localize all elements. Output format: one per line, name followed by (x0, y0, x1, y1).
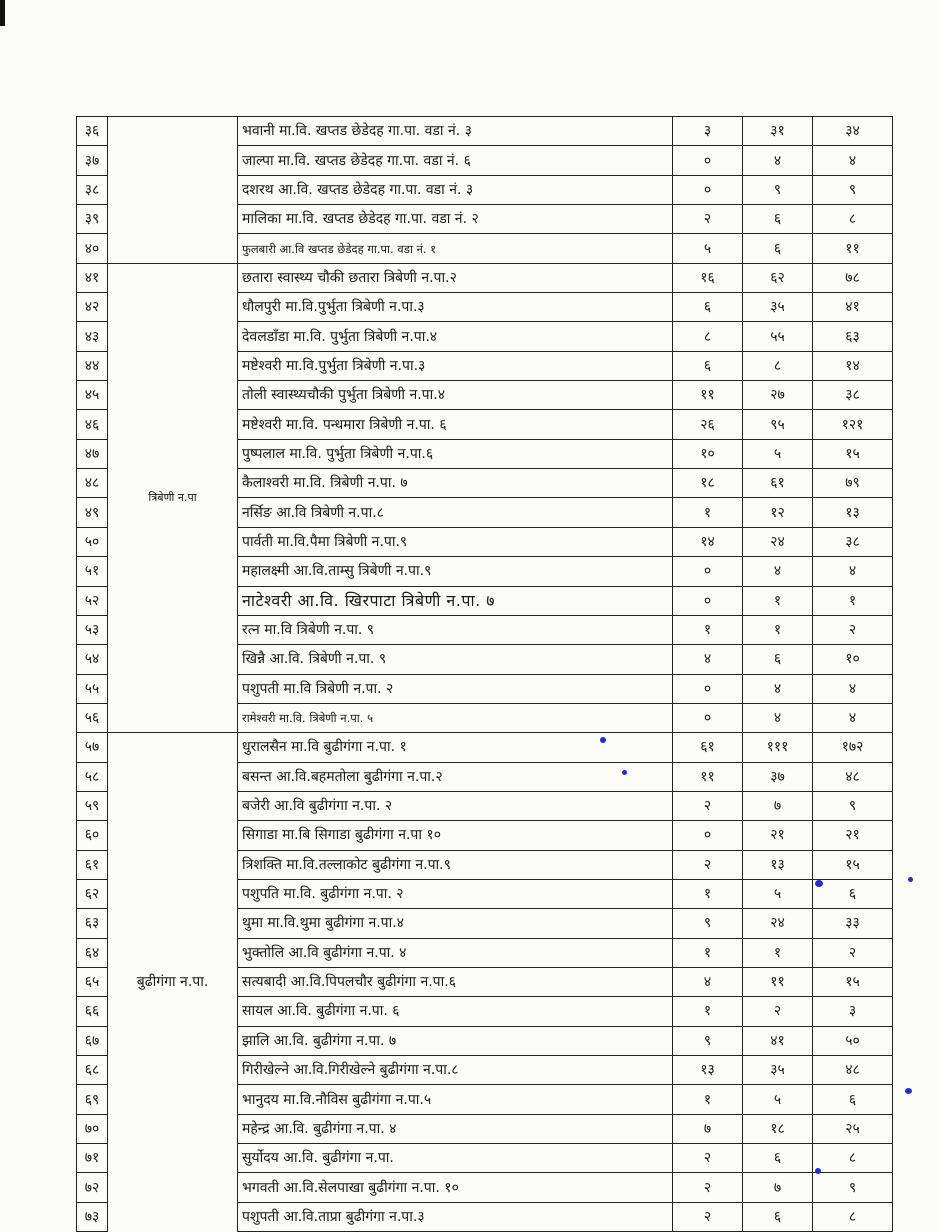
serial-number-cell: ५१ (77, 557, 108, 586)
count-cell: ० (673, 146, 743, 175)
count-cell: ८ (673, 322, 743, 351)
school-name-cell: पुष्पलाल मा.वि. पुर्भुता त्रिबेणी न.पा.६ (238, 439, 673, 468)
serial-number-cell: ६४ (77, 938, 108, 967)
school-name-cell: महालक्ष्मी आ.वि.ताम्सु त्रिबेणी न.पा.९ (238, 557, 673, 586)
serial-number-cell: ४६ (77, 410, 108, 439)
total-cell: ४१ (813, 293, 893, 322)
count-cell: १ (673, 1085, 743, 1114)
total-cell: ४ (813, 674, 893, 703)
total-cell: ५० (813, 1026, 893, 1055)
serial-number-cell: ४८ (77, 469, 108, 498)
serial-number-cell: ६९ (77, 1085, 108, 1114)
total-cell: १२१ (813, 410, 893, 439)
school-name-cell: गिरीखेल्ने आ.वि.गिरीखेल्ने बुढीगंगा न.पा.८ (238, 1056, 673, 1085)
serial-number-cell: ५४ (77, 645, 108, 674)
total-cell: ६३ (813, 322, 893, 351)
table-row (77, 234, 893, 263)
count-cell: ० (673, 557, 743, 586)
serial-number-cell: ५२ (77, 586, 108, 615)
count-cell: ४१ (743, 1026, 813, 1055)
count-cell: ६ (743, 1144, 813, 1173)
school-name-cell: खिन्नै आ.वि. त्रिबेणी न.पा. ९ (238, 645, 673, 674)
count-cell: २६ (673, 410, 743, 439)
total-cell: ३८ (813, 381, 893, 410)
count-cell: ४ (673, 967, 743, 996)
total-cell: ६ (813, 1085, 893, 1114)
school-name-cell: दशरथ आ.वि. खप्तड छेडेदह गा.पा. वडा नं. ३ (238, 175, 673, 204)
ink-mark (600, 737, 606, 743)
serial-number-cell: ४२ (77, 293, 108, 322)
count-cell: ३५ (743, 1056, 813, 1085)
count-cell: १० (673, 439, 743, 468)
count-cell: ६२ (743, 263, 813, 292)
serial-number-cell: ५८ (77, 762, 108, 791)
school-name-cell: सायल आ.वि. बुढीगंगा न.पा. ६ (238, 997, 673, 1026)
count-cell: ५ (743, 439, 813, 468)
school-name-cell: रत्न मा.वि त्रिबेणी न.पा. ९ (238, 615, 673, 644)
school-name-cell: पशुपती आ.वि.ताप्रा बुढीगंगा न.पा.३ (238, 1202, 673, 1231)
serial-number-cell: ६७ (77, 1026, 108, 1055)
table-row (77, 175, 893, 204)
serial-number-cell: ४७ (77, 439, 108, 468)
count-cell: ११ (743, 967, 813, 996)
total-cell: १७२ (813, 733, 893, 762)
count-cell: २१ (743, 821, 813, 850)
count-cell: ३७ (743, 762, 813, 791)
school-name-cell: सिगाडा मा.बि सिगाडा बुढीगंगा न.पा १० (238, 821, 673, 850)
school-name-cell: भुक्तोलि आ.वि बुढीगंगा न.पा. ४ (238, 938, 673, 967)
total-cell: ९ (813, 791, 893, 820)
count-cell: ७ (743, 791, 813, 820)
total-cell: ३८ (813, 527, 893, 556)
serial-number-cell: ६६ (77, 997, 108, 1026)
count-cell: ११ (673, 762, 743, 791)
count-cell: ६ (743, 234, 813, 263)
count-cell: ५ (673, 234, 743, 263)
data-table (76, 116, 893, 1232)
count-cell: १ (673, 498, 743, 527)
count-cell: २ (673, 1202, 743, 1231)
count-cell: ५ (743, 1085, 813, 1114)
school-name-cell: महेन्द्र आ.वि. बुढीगंगा न.पा. ४ (238, 1114, 673, 1143)
total-cell: १३ (813, 498, 893, 527)
serial-number-cell: ३९ (77, 205, 108, 234)
ink-mark (622, 770, 627, 775)
count-cell: १ (673, 938, 743, 967)
serial-number-cell: ६५ (77, 967, 108, 996)
count-cell: २ (673, 1173, 743, 1202)
table-row (77, 263, 893, 292)
school-name-cell: देवलडाँडा मा.वि. पुर्भुता त्रिबेणी न.पा.४ (238, 322, 673, 351)
serial-number-cell: ३७ (77, 146, 108, 175)
total-cell: १४ (813, 351, 893, 380)
count-cell: ३ (673, 117, 743, 146)
municipality-cell (108, 234, 238, 263)
school-name-cell: थुमा मा.वि.थुमा बुढीगंगा न.पा.४ (238, 909, 673, 938)
serial-number-cell: ७१ (77, 1144, 108, 1173)
count-cell: १४ (673, 527, 743, 556)
school-name-cell: जाल्पा मा.वि. खप्तड छेडेदह गा.पा. वडा नं. ६ (238, 146, 673, 175)
count-cell: ७ (743, 1173, 813, 1202)
count-cell: ४ (743, 703, 813, 732)
count-cell: ४ (743, 674, 813, 703)
school-name-cell: मष्टेश्वरी मा.वि. पन्धमारा त्रिबेणी न.पा. ६ (238, 410, 673, 439)
total-cell: ४८ (813, 762, 893, 791)
count-cell: ० (673, 586, 743, 615)
count-cell: ६ (673, 293, 743, 322)
count-cell: २ (743, 997, 813, 1026)
serial-number-cell: ४३ (77, 322, 108, 351)
municipality-cell (108, 117, 238, 146)
school-name-cell: पशुपति मा.वि. बुढीगंगा न.पा. २ (238, 879, 673, 908)
total-cell: १० (813, 645, 893, 674)
school-name-cell: झालि आ.वि. बुढीगंगा न.पा. ७ (238, 1026, 673, 1055)
total-cell: १ (813, 586, 893, 615)
count-cell: १ (743, 615, 813, 644)
ink-mark (905, 1088, 912, 1094)
count-cell: ४ (673, 645, 743, 674)
serial-number-cell: ७० (77, 1114, 108, 1143)
count-cell: ६ (673, 351, 743, 380)
serial-number-cell: ४१ (77, 263, 108, 292)
total-cell: ४८ (813, 1056, 893, 1085)
school-name-cell: नर्सिङ आ.वि त्रिबेणी न.पा.८ (238, 498, 673, 527)
total-cell: ३३ (813, 909, 893, 938)
total-cell: ४ (813, 703, 893, 732)
count-cell: ८ (743, 351, 813, 380)
school-name-cell: भगवती आ.वि.सेलपाखा बुढीगंगा न.पा. १० (238, 1173, 673, 1202)
total-cell: ९ (813, 175, 893, 204)
serial-number-cell: ६२ (77, 879, 108, 908)
count-cell: ३१ (743, 117, 813, 146)
school-name-cell: बसन्त आ.वि.बहमतोला बुढीगंगा न.पा.२ (238, 762, 673, 791)
total-cell: ३ (813, 997, 893, 1026)
count-cell: १८ (743, 1114, 813, 1143)
ink-mark (815, 1168, 821, 1174)
count-cell: १११ (743, 733, 813, 762)
total-cell: १५ (813, 850, 893, 879)
ink-mark (908, 877, 913, 882)
count-cell: २४ (743, 909, 813, 938)
school-name-cell: सत्यबादी आ.वि.पिपलचौर बुढीगंगा न.पा.६ (238, 967, 673, 996)
table-row (77, 733, 893, 762)
count-cell: १३ (743, 850, 813, 879)
count-cell: ० (673, 821, 743, 850)
count-cell: १२ (743, 498, 813, 527)
school-name-cell: सुर्योदय आ.वि. बुढीगंगा न.पा. (238, 1144, 673, 1173)
municipality-cell (108, 205, 238, 234)
count-cell: १८ (673, 469, 743, 498)
count-cell: १ (743, 586, 813, 615)
count-cell: ० (673, 674, 743, 703)
count-cell: ७ (673, 1114, 743, 1143)
count-cell: १३ (673, 1056, 743, 1085)
serial-number-cell: ५६ (77, 703, 108, 732)
school-name-cell: फुलबारी आ.वि खप्तड छेडेदह गा.पा. वडा नं. १ (238, 234, 673, 263)
serial-number-cell: ४४ (77, 351, 108, 380)
school-name-cell: त्रिशक्ति मा.वि.तल्लाकोट बुढीगंगा न.पा.९ (238, 850, 673, 879)
table-row (77, 205, 893, 234)
scan-corner-mark (0, 0, 5, 26)
serial-number-cell: ५७ (77, 733, 108, 762)
serial-number-cell: ३६ (77, 117, 108, 146)
total-cell: ४ (813, 146, 893, 175)
school-name-cell: छतारा स्वास्थ्य चौकी छतारा त्रिबेणी न.पा.२ (238, 263, 673, 292)
municipality-cell: बुढीगंगा न.पा. (108, 733, 238, 1232)
count-cell: ५५ (743, 322, 813, 351)
count-cell: २४ (743, 527, 813, 556)
total-cell: ८ (813, 1144, 893, 1173)
school-name-cell: तोली स्वास्थ्यचौकी पुर्भुता त्रिबेणी न.पा.४ (238, 381, 673, 410)
total-cell: २ (813, 615, 893, 644)
school-name-cell: भानुदय मा.वि.नौविस बुढीगंगा न.पा.५ (238, 1085, 673, 1114)
count-cell: २७ (743, 381, 813, 410)
count-cell: १ (743, 938, 813, 967)
total-cell: ८ (813, 1202, 893, 1231)
total-cell: ९ (813, 1173, 893, 1202)
count-cell: १ (673, 879, 743, 908)
school-name-cell: धुरालसैन मा.वि बुढीगंगा न.पा. १ (238, 733, 673, 762)
count-cell: ६ (743, 205, 813, 234)
serial-number-cell: ४५ (77, 381, 108, 410)
serial-number-cell: ६३ (77, 909, 108, 938)
total-cell: ६ (813, 879, 893, 908)
serial-number-cell: ४९ (77, 498, 108, 527)
total-cell: १५ (813, 439, 893, 468)
count-cell: ३५ (743, 293, 813, 322)
count-cell: ५ (743, 879, 813, 908)
serial-number-cell: ४० (77, 234, 108, 263)
serial-number-cell: ५५ (77, 674, 108, 703)
serial-number-cell: ३८ (77, 175, 108, 204)
school-name-cell: धौलपुरी मा.वि.पुर्भुता त्रिबेणी न.पा.३ (238, 293, 673, 322)
table-row (77, 117, 893, 146)
count-cell: ० (673, 175, 743, 204)
school-name-cell: पार्वती मा.वि.पैमा त्रिबेणी न.पा.९ (238, 527, 673, 556)
count-cell: ६१ (743, 469, 813, 498)
total-cell: ११ (813, 234, 893, 263)
school-name-cell: नाटेश्वरी आ.वि. खिरपाटा त्रिबेणी न.पा. ७ (238, 586, 673, 615)
total-cell: २५ (813, 1114, 893, 1143)
school-name-cell: पशुपती मा.वि त्रिबेणी न.पा. २ (238, 674, 673, 703)
count-cell: १६ (673, 263, 743, 292)
count-cell: ९ (673, 1026, 743, 1055)
school-name-cell: कैलाश्वरी मा.वि. त्रिबेणी न.पा. ७ (238, 469, 673, 498)
serial-number-cell: ७२ (77, 1173, 108, 1202)
serial-number-cell: ५० (77, 527, 108, 556)
count-cell: ० (673, 703, 743, 732)
count-cell: ४ (743, 146, 813, 175)
count-cell: २ (673, 791, 743, 820)
count-cell: ६१ (673, 733, 743, 762)
serial-number-cell: ७३ (77, 1202, 108, 1231)
table-body (77, 117, 893, 1232)
total-cell: ७९ (813, 469, 893, 498)
school-name-cell: भवानी मा.वि. खप्तड छेडेदह गा.पा. वडा नं. ३ (238, 117, 673, 146)
count-cell: ६ (743, 1202, 813, 1231)
total-cell: १५ (813, 967, 893, 996)
school-name-cell: रामेश्वरी मा.वि. त्रिबेणी न.पा. ५ (238, 703, 673, 732)
count-cell: १ (673, 997, 743, 1026)
total-cell: २१ (813, 821, 893, 850)
count-cell: २ (673, 1144, 743, 1173)
total-cell: २ (813, 938, 893, 967)
total-cell: ३४ (813, 117, 893, 146)
school-name-cell: मालिका मा.वि. खप्तड छेडेदह गा.पा. वडा नं. २ (238, 205, 673, 234)
count-cell: ९ (743, 175, 813, 204)
count-cell: ९५ (743, 410, 813, 439)
municipality-cell: त्रिबेणी न.पा (108, 263, 238, 733)
municipality-cell (108, 175, 238, 204)
serial-number-cell: ६८ (77, 1056, 108, 1085)
count-cell: ११ (673, 381, 743, 410)
count-cell: २ (673, 850, 743, 879)
count-cell: २ (673, 205, 743, 234)
serial-number-cell: ६१ (77, 850, 108, 879)
school-name-cell: बजेरी आ.वि बुढीगंगा न.पा. २ (238, 791, 673, 820)
table-row (77, 146, 893, 175)
total-cell: ४ (813, 557, 893, 586)
school-name-cell: मष्टेश्वरी मा.वि.पुर्भुता त्रिबेणी न.पा.३ (238, 351, 673, 380)
count-cell: १ (673, 615, 743, 644)
count-cell: ९ (673, 909, 743, 938)
total-cell: ८ (813, 205, 893, 234)
count-cell: ४ (743, 557, 813, 586)
municipality-cell (108, 146, 238, 175)
serial-number-cell: ५९ (77, 791, 108, 820)
ink-mark (815, 880, 823, 887)
count-cell: ६ (743, 645, 813, 674)
total-cell: ७८ (813, 263, 893, 292)
serial-number-cell: ५३ (77, 615, 108, 644)
serial-number-cell: ६० (77, 821, 108, 850)
